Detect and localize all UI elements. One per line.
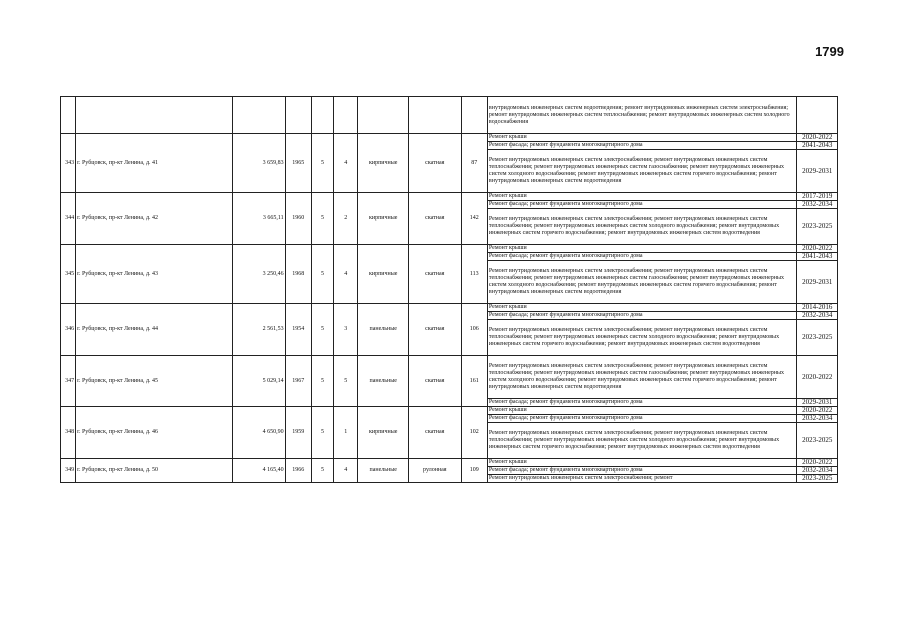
address-cell: г. Рубцовск, пр-кт Ленина, д. 46 xyxy=(76,407,233,459)
roof-cell: скатная xyxy=(409,356,462,407)
floors-cell: 5 xyxy=(311,459,333,483)
entrances-cell: 4 xyxy=(334,245,358,304)
address-cell: г. Рубцовск, пр-кт Ленина, д. 42 xyxy=(76,193,233,245)
table-row xyxy=(61,304,838,312)
period-cell: 2020-2022 xyxy=(797,407,838,415)
walls-cell: кирпичные xyxy=(358,134,409,193)
work-description: Ремонт крыши xyxy=(487,245,797,253)
area-cell: 3 665,11 xyxy=(232,193,285,245)
area-cell: 2 561,53 xyxy=(232,304,285,356)
num-cell: 348 xyxy=(61,407,76,459)
walls-cell: панельные xyxy=(358,356,409,407)
period-cell: 2032-2034 xyxy=(797,312,838,320)
work-description: Ремонт внутридомовых инженерных систем электроснабжения; ремонт внутридомовых инженерных систем теплоснабжения; ремонт внутридомовых инженерных систем холодного водоснабжения; ремонт внутридомовых инженерных систем горячего водоснабжения; ремонт внутридомовых инженерных систем водоотведения xyxy=(487,320,797,356)
entrances-cell xyxy=(334,97,358,134)
period-cell: 2020-2022 xyxy=(797,356,838,399)
period-cell: 2023-2025 xyxy=(797,209,838,245)
table-row xyxy=(61,356,838,399)
floors-cell: 5 xyxy=(311,356,333,407)
floors-cell: 5 xyxy=(311,193,333,245)
year-cell xyxy=(285,97,311,134)
repair-schedule-table xyxy=(60,96,838,483)
entrances-cell: 4 xyxy=(334,134,358,193)
residents-cell xyxy=(461,97,487,134)
year-cell: 1968 xyxy=(285,245,311,304)
work-description: Ремонт внутридомовых инженерных систем электроснабжения; ремонт внутридомовых инженерных систем теплоснабжения; ремонт внутридомовых инженерных систем холодного водоснабжения; ремонт внутридомовых инженерных систем горячего водоснабжения; ремонт внутридомовых инженерных систем водоотведения xyxy=(487,209,797,245)
roof-cell: скатная xyxy=(409,134,462,193)
num-cell: 343 xyxy=(61,134,76,193)
address-cell: г. Рубцовск, пр-кт Ленина, д. 44 xyxy=(76,304,233,356)
table-row xyxy=(61,193,838,201)
area-cell: 3 250,46 xyxy=(232,245,285,304)
period-cell: 2029-2031 xyxy=(797,261,838,304)
walls-cell: кирпичные xyxy=(358,245,409,304)
entrances-cell: 2 xyxy=(334,193,358,245)
area-cell xyxy=(232,97,285,134)
entrances-cell: 5 xyxy=(334,356,358,407)
walls-cell: кирпичные xyxy=(358,193,409,245)
num-cell: 349 xyxy=(61,459,76,483)
period-cell: 2017-2019 xyxy=(797,193,838,201)
floors-cell: 5 xyxy=(311,407,333,459)
entrances-cell: 4 xyxy=(334,459,358,483)
period-cell: 2023-2025 xyxy=(797,320,838,356)
year-cell: 1954 xyxy=(285,304,311,356)
year-cell: 1965 xyxy=(285,134,311,193)
area-cell: 4 165,40 xyxy=(232,459,285,483)
walls-cell: кирпичные xyxy=(358,407,409,459)
year-cell: 1966 xyxy=(285,459,311,483)
residents-cell: 87 xyxy=(461,134,487,193)
walls-cell: панельные xyxy=(358,304,409,356)
roof-cell: скатная xyxy=(409,193,462,245)
address-cell: г. Рубцовск, пр-кт Ленина, д. 41 xyxy=(76,134,233,193)
period-cell: 2041-2043 xyxy=(797,142,838,150)
continuation-row xyxy=(61,97,838,134)
work-description: Ремонт крыши xyxy=(487,134,797,142)
address-cell: г. Рубцовск, пр-кт Ленина, д. 45 xyxy=(76,356,233,407)
period-cell: 2020-2022 xyxy=(797,245,838,253)
work-description: Ремонт крыши xyxy=(487,304,797,312)
period-cell: 2032-2034 xyxy=(797,467,838,475)
work-description: Ремонт крыши xyxy=(487,459,797,467)
address-cell: г. Рубцовск, пр-кт Ленина, д. 50 xyxy=(76,459,233,483)
period-cell: 2014-2016 xyxy=(797,304,838,312)
period-cell: 2032-2034 xyxy=(797,201,838,209)
entrances-cell: 3 xyxy=(334,304,358,356)
work-description: Ремонт внутридомовых инженерных систем электроснабжения; ремонт внутридомовых инженерных систем теплоснабжения; ремонт внутридомовых инженерных систем газоснабжения; ремонт внутридомовых инженерных систем холодного водоснабжения; ремонт внутридомовых инженерных систем горячего водоснабжения; ремонт внутридомовых инженерных систем водоотведения xyxy=(487,150,797,193)
residents-cell: 102 xyxy=(461,407,487,459)
period-cell: 2029-2031 xyxy=(797,399,838,407)
period-cell: 2041-2043 xyxy=(797,253,838,261)
work-description: внутридомовых инженерных систем водоотведения; ремонт внутридомовых инженерных систем электроснабжения; ремонт внутридомовых инженерных систем теплоснабжения; ремонт внутридомовых инженерных систем холодного водоснабжения xyxy=(487,97,797,134)
roof-cell: скатная xyxy=(409,245,462,304)
table-row xyxy=(61,407,838,415)
work-description: Ремонт внутридомовых инженерных систем электроснабжения; ремонт внутридомовых инженерных систем теплоснабжения; ремонт внутридомовых инженерных систем газоснабжения; ремонт внутридомовых инженерных систем холодного водоснабжения; ремонт внутридомовых инженерных систем горячего водоснабжения; ремонт внутридомовых инженерных систем водоотведения xyxy=(487,261,797,304)
work-description: Ремонт фасада; ремонт фундамента многоквартирного дома xyxy=(487,415,797,423)
floors-cell: 5 xyxy=(311,245,333,304)
page-number: 1799 xyxy=(815,44,844,59)
walls-cell: панельные xyxy=(358,459,409,483)
period-cell: 2020-2022 xyxy=(797,134,838,142)
area-cell: 3 659,83 xyxy=(232,134,285,193)
address-cell xyxy=(76,97,233,134)
work-description: Ремонт фасада; ремонт фундамента многоквартирного дома xyxy=(487,253,797,261)
period-cell: 2023-2025 xyxy=(797,423,838,459)
num-cell: 347 xyxy=(61,356,76,407)
residents-cell: 109 xyxy=(461,459,487,483)
roof-cell: рулонная xyxy=(409,459,462,483)
residents-cell: 106 xyxy=(461,304,487,356)
table-row xyxy=(61,459,838,467)
period-cell: 2023-2025 xyxy=(797,475,838,483)
entrances-cell: 1 xyxy=(334,407,358,459)
roof-cell: скатная xyxy=(409,407,462,459)
work-description: Ремонт фасада; ремонт фундамента многоквартирного дома xyxy=(487,142,797,150)
floors-cell: 5 xyxy=(311,304,333,356)
num-cell: 344 xyxy=(61,193,76,245)
table-row xyxy=(61,134,838,142)
area-cell: 4 650,90 xyxy=(232,407,285,459)
walls-cell xyxy=(358,97,409,134)
residents-cell: 161 xyxy=(461,356,487,407)
area-cell: 5 029,14 xyxy=(232,356,285,407)
year-cell: 1959 xyxy=(285,407,311,459)
work-description: Ремонт фасада; ремонт фундамента многоквартирного дома xyxy=(487,399,797,407)
num-cell xyxy=(61,97,76,134)
year-cell: 1960 xyxy=(285,193,311,245)
address-cell: г. Рубцовск, пр-кт Ленина, д. 43 xyxy=(76,245,233,304)
period-cell: 2020-2022 xyxy=(797,459,838,467)
work-description: Ремонт крыши xyxy=(487,407,797,415)
num-cell: 345 xyxy=(61,245,76,304)
table-row xyxy=(61,245,838,253)
roof-cell: скатная xyxy=(409,304,462,356)
residents-cell: 113 xyxy=(461,245,487,304)
floors-cell xyxy=(311,97,333,134)
period-cell xyxy=(797,97,838,134)
roof-cell xyxy=(409,97,462,134)
num-cell: 346 xyxy=(61,304,76,356)
work-description: Ремонт фасада; ремонт фундамента многоквартирного дома xyxy=(487,201,797,209)
floors-cell: 5 xyxy=(311,134,333,193)
period-cell: 2029-2031 xyxy=(797,150,838,193)
work-description: Ремонт фасада; ремонт фундамента многоквартирного дома xyxy=(487,467,797,475)
work-description: Ремонт фасада; ремонт фундамента многоквартирного дома xyxy=(487,312,797,320)
work-description: Ремонт внутридомовых инженерных систем электроснабжения; ремонт xyxy=(487,475,797,483)
work-description: Ремонт внутридомовых инженерных систем электроснабжения; ремонт внутридомовых инженерных систем теплоснабжения; ремонт внутридомовых инженерных систем газоснабжения; ремонт внутридомовых инженерных систем холодного водоснабжения; ремонт внутридомовых инженерных систем горячего водоснабжения; ремонт внутридомовых инженерных систем водоотведения xyxy=(487,356,797,399)
work-description: Ремонт крыши xyxy=(487,193,797,201)
work-description: Ремонт внутридомовых инженерных систем электроснабжения; ремонт внутридомовых инженерных систем теплоснабжения; ремонт внутридомовых инженерных систем холодного водоснабжения; ремонт внутридомовых инженерных систем горячего водоснабжения; ремонт внутридомовых инженерных систем водоотведения xyxy=(487,423,797,459)
residents-cell: 142 xyxy=(461,193,487,245)
year-cell: 1967 xyxy=(285,356,311,407)
period-cell: 2032-2034 xyxy=(797,415,838,423)
